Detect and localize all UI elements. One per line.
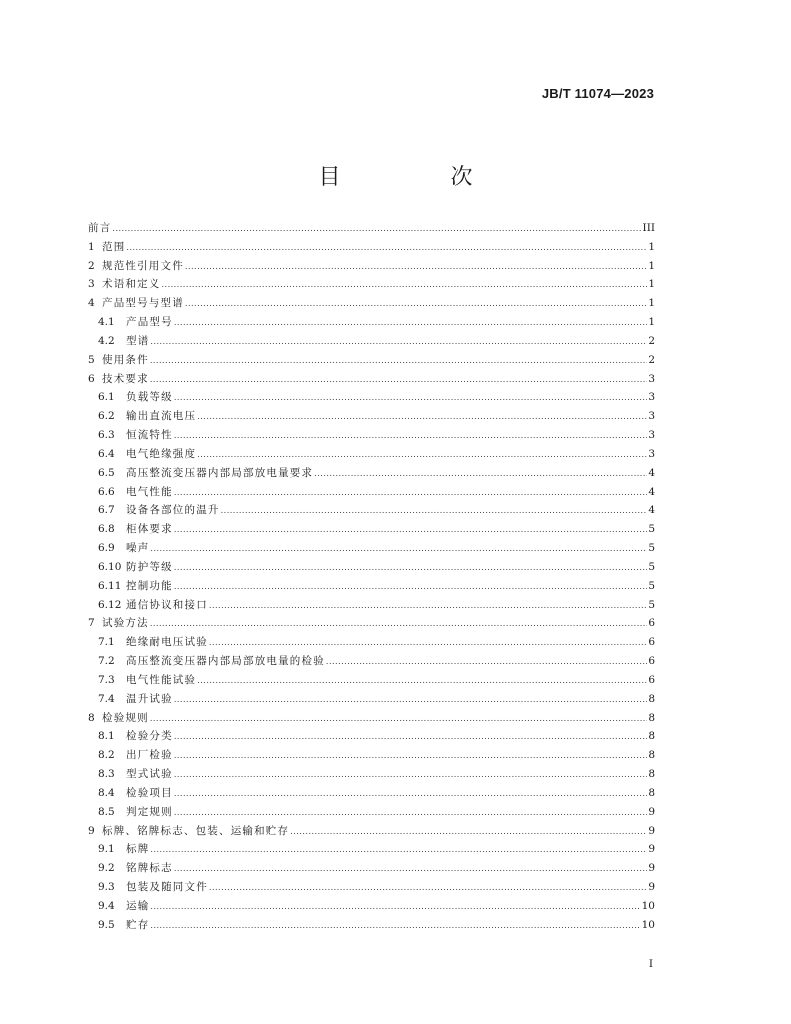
toc-entry-number: 6.5 <box>98 466 115 479</box>
toc-dot-leader <box>150 540 647 559</box>
toc-entry-page: 4 <box>648 504 655 517</box>
toc-entry-title: 型式试验 <box>126 768 173 781</box>
toc-dot-leader <box>174 860 648 879</box>
toc-entry-title: 电气性能试验 <box>126 673 197 686</box>
toc-entry-title: 输出直流电压 <box>126 410 197 423</box>
toc-entry-number: 9.3 <box>98 880 115 893</box>
toc-entry-title: 通信协议和接口 <box>126 598 208 611</box>
toc-entry[interactable] <box>88 727 655 746</box>
toc-entry[interactable] <box>88 784 655 803</box>
toc-entry-page: 1 <box>648 278 655 291</box>
toc-dot-leader <box>174 804 648 823</box>
toc-entry[interactable] <box>88 558 655 577</box>
toc-entry-page: 1 <box>648 316 655 329</box>
toc-entry-number: 9.2 <box>98 862 115 875</box>
toc-entry-number: 6.12 <box>98 598 122 611</box>
toc-entry[interactable] <box>88 709 655 728</box>
toc-entry[interactable] <box>88 840 655 859</box>
toc-entry-title: 负载等级 <box>126 391 173 404</box>
toc-entry[interactable] <box>88 238 655 257</box>
toc-dot-leader <box>174 314 648 333</box>
toc-entry-title: 前言 <box>88 222 112 234</box>
toc-dot-leader <box>185 258 647 277</box>
toc-dot-leader <box>185 295 647 314</box>
toc-entry-title: 电气绝缘强度 <box>126 447 197 460</box>
toc-entry-title: 产品型号与型谱 <box>102 297 184 310</box>
toc-entry-number: 6.4 <box>98 447 115 460</box>
toc-entry[interactable] <box>88 426 655 445</box>
toc-entry-title: 高压整流变压器内部局部放电量要求 <box>126 466 314 479</box>
toc-entry-page: 6 <box>648 617 655 630</box>
toc-entry-title: 绝缘耐电压试验 <box>126 636 208 649</box>
toc-dot-leader <box>174 484 648 503</box>
toc-entry-page: 3 <box>648 410 655 423</box>
toc-dot-leader <box>126 239 647 258</box>
toc-entry-page: 1 <box>648 297 655 310</box>
toc-entry-number: 6.6 <box>98 485 115 498</box>
toc-entry-number: 9.4 <box>98 899 115 912</box>
toc-entry-number: 9.1 <box>98 843 115 856</box>
toc-entry[interactable] <box>88 897 655 916</box>
toc-entry-title: 范围 <box>102 240 126 253</box>
toc-dot-leader <box>174 785 648 804</box>
toc-entry-number: 6.9 <box>98 542 115 555</box>
toc-dot-leader <box>150 371 648 390</box>
toc-entry-page: 8 <box>648 692 655 705</box>
toc-dot-leader <box>174 747 648 766</box>
toc-entry-page: 10 <box>641 899 655 912</box>
toc-entry[interactable] <box>88 633 655 652</box>
toc-entry[interactable] <box>88 878 655 897</box>
toc-entry[interactable] <box>88 916 655 935</box>
toc-entry-page: 4 <box>648 466 655 479</box>
toc-entry-page: 5 <box>648 560 655 573</box>
toc-entry-number: 6.1 <box>98 391 115 404</box>
toc-entry-title: 控制功能 <box>126 579 173 592</box>
toc-entry-number: 4.1 <box>98 316 115 329</box>
toc-entry[interactable] <box>88 803 655 822</box>
toc-entry[interactable] <box>88 652 655 671</box>
toc-entry-page: 5 <box>648 579 655 592</box>
toc-entry-number: 3 <box>88 278 95 291</box>
toc-entry-title: 检验规则 <box>102 711 149 724</box>
toc-entry-title: 标牌、铭牌标志、包装、运输和贮存 <box>102 824 290 837</box>
toc-entry-title: 噪声 <box>126 542 150 555</box>
toc-entry-page: 6 <box>648 636 655 649</box>
toc-entry-title: 运输 <box>126 899 150 912</box>
toc-entry-number: 6 <box>88 372 95 385</box>
toc-dot-leader <box>150 898 640 917</box>
toc-entry-number: 7 <box>88 617 95 630</box>
toc-entry-number: 8.3 <box>98 768 115 781</box>
toc-dot-leader <box>174 389 648 408</box>
toc-entry-title: 检验项目 <box>126 786 173 799</box>
toc-entry-page: 9 <box>648 805 655 818</box>
toc-entry[interactable] <box>88 577 655 596</box>
toc-entry-number: 6.11 <box>98 579 122 592</box>
toc-entry-number: 8 <box>88 711 95 724</box>
toc-entry[interactable] <box>88 690 655 709</box>
toc-entry-number: 6.8 <box>98 523 115 536</box>
toc-entry-page: III <box>642 222 655 234</box>
toc-entry[interactable] <box>88 275 655 294</box>
toc-entry-page: 6 <box>648 673 655 686</box>
toc-dot-leader <box>162 276 648 295</box>
toc-dot-leader <box>150 841 647 860</box>
toc-entry-number: 8.1 <box>98 730 115 743</box>
toc-entry-title: 电气性能 <box>126 485 173 498</box>
toc-entry[interactable] <box>88 445 655 464</box>
toc-entry-page: 6 <box>648 655 655 668</box>
toc-entry-number: 7.4 <box>98 692 115 705</box>
toc-entry[interactable] <box>88 765 655 784</box>
toc-entry-page: 4 <box>648 485 655 498</box>
toc-entry[interactable] <box>88 483 655 502</box>
toc-entry-page: 3 <box>648 447 655 460</box>
toc-entry[interactable] <box>88 596 655 615</box>
toc-entry-title: 恒流特性 <box>126 429 173 442</box>
toc-entry-page: 8 <box>648 711 655 724</box>
toc-dot-leader <box>174 766 648 785</box>
toc-dot-leader <box>209 597 647 616</box>
toc-entry-title: 出厂检验 <box>126 749 173 762</box>
toc-dot-leader <box>174 521 648 540</box>
toc-entry-page: 3 <box>648 372 655 385</box>
toc-entry-number: 9.5 <box>98 918 115 931</box>
toc-entry-page: 5 <box>648 523 655 536</box>
toc-entry-number: 7.3 <box>98 673 115 686</box>
toc-entry-page: 9 <box>648 843 655 856</box>
toc-entry-number: 6.2 <box>98 410 115 423</box>
toc-dot-leader <box>150 615 648 634</box>
toc-entry-page: 8 <box>648 749 655 762</box>
toc-entry-number: 1 <box>88 240 95 253</box>
toc-entry[interactable] <box>88 332 655 351</box>
toc-dot-leader <box>150 352 648 371</box>
toc-dot-leader <box>221 502 648 521</box>
toc-entry-title: 贮存 <box>126 918 150 931</box>
toc-entry[interactable] <box>88 464 655 483</box>
toc-entry-page: 2 <box>648 334 655 347</box>
toc-entry-number: 5 <box>88 353 95 366</box>
toc-entry-page: 5 <box>648 542 655 555</box>
toc-dot-leader <box>209 879 647 898</box>
toc-dot-leader <box>290 823 647 842</box>
toc-dot-leader <box>209 634 647 653</box>
toc-dot-leader <box>197 446 647 465</box>
toc-entry-title: 设备各部位的温升 <box>126 504 220 517</box>
standard-number: JB/T 11074—2023 <box>541 86 654 101</box>
toc-entry[interactable] <box>88 351 655 370</box>
toc-entry-number: 4.2 <box>98 334 115 347</box>
toc-entry-page: 8 <box>648 730 655 743</box>
toc-entry-number: 8.4 <box>98 786 115 799</box>
toc-entry[interactable] <box>88 407 655 426</box>
toc-entry-title: 防护等级 <box>126 560 173 573</box>
toc-entry-number: 8.5 <box>98 805 115 818</box>
toc-entry-title: 标牌 <box>126 843 150 856</box>
toc-entry-title: 规范性引用文件 <box>102 259 184 272</box>
toc-entry-page: 9 <box>648 880 655 893</box>
toc-entry-title: 铭牌标志 <box>126 862 173 875</box>
toc-entry-number: 6.3 <box>98 429 115 442</box>
toc-entry-title: 使用条件 <box>102 353 149 366</box>
toc-entry-page: 5 <box>648 598 655 611</box>
toc-entry[interactable] <box>88 501 655 520</box>
toc-dot-leader <box>197 672 647 691</box>
toc-entry-number: 7.2 <box>98 655 115 668</box>
toc-entry[interactable] <box>88 614 655 633</box>
toc-dot-leader <box>197 408 647 427</box>
toc-entry-page: 1 <box>648 259 655 272</box>
toc-entry-number: 6.7 <box>98 504 115 517</box>
toc-entry[interactable] <box>88 671 655 690</box>
toc-dot-leader <box>174 691 648 710</box>
toc-entry-title: 产品型号 <box>126 316 173 329</box>
page-title: 目 次 <box>318 165 517 190</box>
toc-entry-page: 8 <box>648 786 655 799</box>
toc-entry-title: 判定规则 <box>126 805 173 818</box>
toc-entry[interactable] <box>88 520 655 539</box>
toc-entry-number: 8.2 <box>98 749 115 762</box>
toc-entry-number: 6.10 <box>98 560 122 573</box>
toc-dot-leader <box>112 220 641 239</box>
page-number: I <box>648 958 653 970</box>
toc-entry-page: 3 <box>648 391 655 404</box>
toc-entry-number: 7.1 <box>98 636 115 649</box>
toc-entry-title: 温升试验 <box>126 692 173 705</box>
toc-entry-number: 2 <box>88 259 95 272</box>
toc-entry[interactable] <box>88 219 655 238</box>
toc-dot-leader <box>174 728 648 747</box>
toc-dot-leader <box>150 917 640 936</box>
toc-entry-title: 术语和定义 <box>102 278 161 291</box>
toc-entry-title: 型谱 <box>126 334 150 347</box>
toc-entry[interactable] <box>88 539 655 558</box>
toc-entry-title: 柜体要求 <box>126 523 173 536</box>
table-of-contents <box>88 219 655 934</box>
toc-entry-page: 9 <box>648 862 655 875</box>
toc-dot-leader <box>150 333 647 352</box>
toc-entry[interactable] <box>88 859 655 878</box>
toc-entry[interactable] <box>88 370 655 389</box>
toc-dot-leader <box>174 559 648 578</box>
toc-entry-page: 3 <box>648 429 655 442</box>
toc-entry-title: 检验分类 <box>126 730 173 743</box>
toc-dot-leader <box>174 427 648 446</box>
toc-entry[interactable] <box>88 822 655 841</box>
toc-dot-leader <box>314 465 647 484</box>
toc-entry-page: 1 <box>648 240 655 253</box>
toc-entry[interactable] <box>88 313 655 332</box>
toc-entry-number: 9 <box>88 824 95 837</box>
toc-entry-title: 试验方法 <box>102 617 149 630</box>
toc-entry-title: 高压整流变压器内部局部放电量的检验 <box>126 655 325 668</box>
toc-entry-number: 4 <box>88 297 95 310</box>
toc-entry-title: 技术要求 <box>102 372 149 385</box>
toc-entry-page: 8 <box>648 768 655 781</box>
toc-entry[interactable] <box>88 294 655 313</box>
toc-entry[interactable] <box>88 746 655 765</box>
toc-entry-title: 包装及随同文件 <box>126 880 208 893</box>
toc-entry-page: 2 <box>648 353 655 366</box>
toc-entry[interactable] <box>88 388 655 407</box>
toc-dot-leader <box>174 578 648 597</box>
toc-dot-leader <box>326 653 647 672</box>
toc-entry-page: 10 <box>641 918 655 931</box>
toc-dot-leader <box>150 710 648 729</box>
toc-entry-page: 9 <box>648 824 655 837</box>
toc-entry[interactable] <box>88 257 655 276</box>
